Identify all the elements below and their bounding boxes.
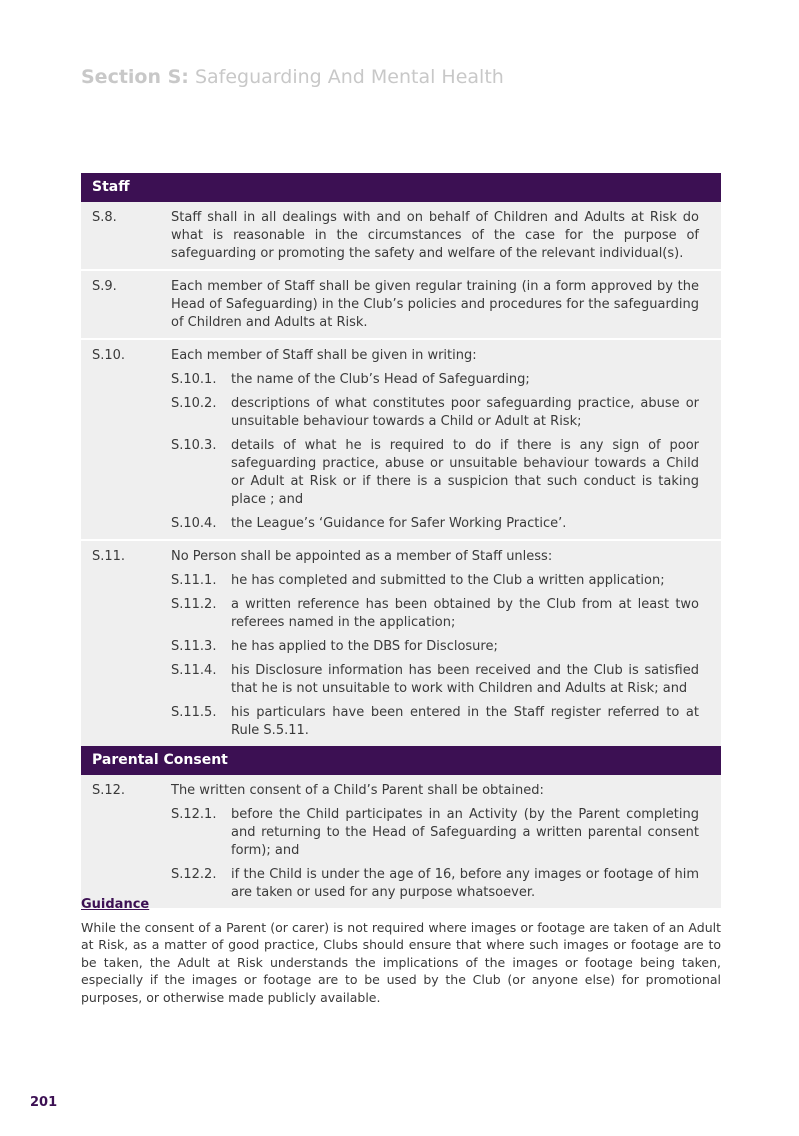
sub-rule bbox=[171, 638, 699, 656]
rule-number: S.12. bbox=[92, 783, 126, 798]
rule-body bbox=[171, 548, 699, 740]
rule-row-s12 bbox=[81, 775, 721, 908]
sub-rule-text: the League’s ‘Guidance for Safer Working Practice’. bbox=[231, 516, 567, 531]
page-title bbox=[81, 66, 504, 88]
sub-rule-text: a written reference has been obtained by the Club from at least two referees named in the application; bbox=[231, 597, 699, 630]
sub-rule-number: S.11.2. bbox=[171, 597, 217, 612]
sub-rule-text: the name of the Club’s Head of Safeguarding; bbox=[231, 372, 530, 387]
rule-number: S.9. bbox=[92, 279, 117, 294]
sub-rule-number: S.11.4. bbox=[171, 663, 217, 678]
section-title-text: Safeguarding And Mental Health bbox=[194, 66, 504, 88]
sub-rule bbox=[171, 572, 699, 590]
sub-rule-number: S.10.2. bbox=[171, 396, 217, 411]
rule-row-s11 bbox=[81, 539, 721, 746]
rule-text: No Person shall be appointed as a member of Staff unless: bbox=[171, 549, 553, 564]
sub-rule-text: details of what he is required to do if there is any sign of poor safeguarding practice, abuse or unsuitable behaviour towards a Child or Adult at Risk or if there is a suspicion that such conduct is taking place ; and bbox=[231, 438, 699, 507]
sub-rule bbox=[171, 515, 699, 533]
rules-table bbox=[81, 173, 721, 908]
sub-rule-number: S.10.3. bbox=[171, 438, 217, 453]
guidance-block bbox=[81, 896, 721, 1006]
rule-text: The written consent of a Child’s Parent shall be obtained: bbox=[171, 783, 544, 798]
rule-row-s8 bbox=[81, 202, 721, 269]
sub-rule-number: S.11.1. bbox=[171, 573, 217, 588]
sub-rule-number: S.11.3. bbox=[171, 639, 217, 654]
sub-rule-text: before the Child participates in an Activity (by the Parent completing and returning to the Head of Safeguarding a written parental consent form); and bbox=[231, 807, 699, 858]
parental-consent-header: Parental Consent bbox=[81, 746, 721, 775]
sub-rule-number: S.10.1. bbox=[171, 372, 217, 387]
rule-text: Staff shall in all dealings with and on behalf of Children and Adults at Risk do what is reasonable in the circumstances of the case for the purpose of safeguarding or promoting the safety and welfare of the relevant individual(s). bbox=[171, 210, 699, 261]
sub-rule-number: S.12.1. bbox=[171, 807, 217, 822]
rule-row-s9 bbox=[81, 269, 721, 338]
rule-text: Each member of Staff shall be given in writing: bbox=[171, 348, 477, 363]
sub-rule-text: if the Child is under the age of 16, before any images or footage of him are taken or used for any purpose whatsoever. bbox=[231, 867, 699, 900]
rule-body bbox=[171, 347, 699, 533]
rule-number: S.10. bbox=[92, 348, 126, 363]
sub-rule-number: S.10.4. bbox=[171, 516, 217, 531]
rule-number: S.11. bbox=[92, 549, 126, 564]
sub-rule-number: S.12.2. bbox=[171, 867, 217, 882]
sub-rule-text: his Disclosure information has been received and the Club is satisfied that he is not unsuitable to work with Children and Adults at Risk; and bbox=[231, 663, 699, 696]
sub-rule bbox=[171, 437, 699, 509]
sub-rule-number: S.11.5. bbox=[171, 705, 217, 720]
sub-rule bbox=[171, 806, 699, 860]
sub-rule bbox=[171, 704, 699, 740]
sub-rule-text: he has applied to the DBS for Disclosure; bbox=[231, 639, 498, 654]
rule-number: S.8. bbox=[92, 210, 117, 225]
rule-text: Each member of Staff shall be given regular training (in a form approved by the Head of Safeguarding) in the Club’s policies and procedures for the safeguarding of Children and Adults at Risk. bbox=[171, 279, 699, 330]
sub-rule bbox=[171, 596, 699, 632]
sub-rule bbox=[171, 371, 699, 389]
sub-rule bbox=[171, 395, 699, 431]
staff-header: Staff bbox=[81, 173, 721, 202]
rule-body bbox=[171, 782, 699, 902]
sub-rule-text: he has completed and submitted to the Club a written application; bbox=[231, 573, 665, 588]
sub-rule-text: his particulars have been entered in the Staff register referred to at Rule S.5.11. bbox=[231, 705, 699, 738]
rule-row-s10 bbox=[81, 338, 721, 539]
guidance-text: While the consent of a Parent (or carer) is not required where images or footage are taken of an Adult at Risk, as a matter of good practice, Clubs should ensure that where such images or footage are to be taken, the Adult at Risk understands the implications of the images or footage being taken, especially if the images or footage are to be used by the Club (or anyone else) for promotional purposes, or otherwise made publicly available. bbox=[81, 919, 721, 1005]
section-prefix: Section S: bbox=[81, 66, 189, 88]
sub-rule-text: descriptions of what constitutes poor safeguarding practice, abuse or unsuitable behaviour towards a Child or Adult at Risk; bbox=[231, 396, 699, 429]
sub-rule bbox=[171, 662, 699, 698]
guidance-title: Guidance bbox=[81, 897, 150, 912]
page-number: 201 bbox=[30, 1095, 58, 1110]
